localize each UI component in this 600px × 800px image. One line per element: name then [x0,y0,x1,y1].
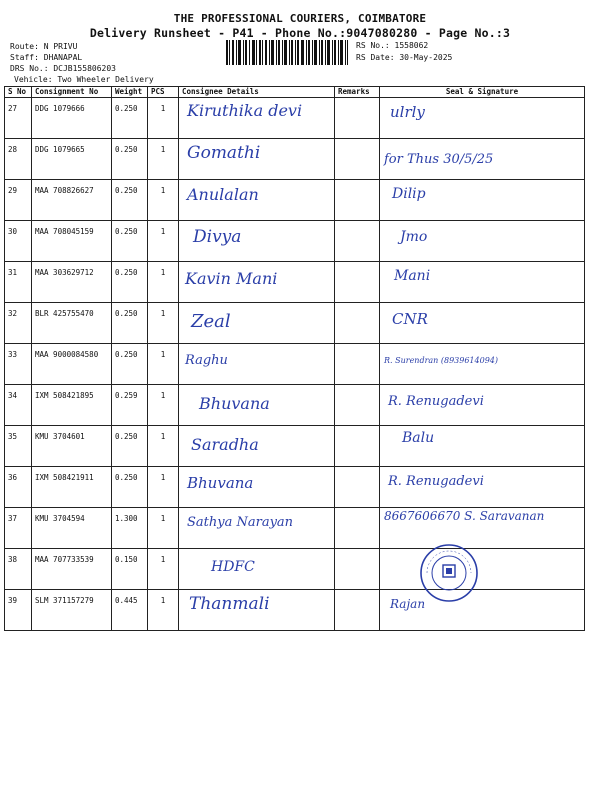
cell-consignment: SLM 371157279 [32,590,112,631]
cell-consignment: MAA 9000084580 [32,344,112,385]
cell-consignment: IXM 508421895 [32,385,112,426]
col-consignee: Consignee Details [179,87,335,98]
consignee-handwriting: Kiruthika devi [187,101,303,120]
cell-pcs: 1 [148,590,179,631]
cell-sno: 34 [5,385,32,426]
cell-pcs: 1 [148,303,179,344]
table-row [5,180,585,221]
cell-signature [380,508,585,549]
cell-weight: 0.250 [112,180,148,221]
cell-signature [380,467,585,508]
table-row [5,508,585,549]
cell-pcs: 1 [148,262,179,303]
table-row [5,221,585,262]
consignee-handwriting: Bhuvana [187,474,254,492]
cell-consignee [179,385,335,426]
cell-remarks [335,139,380,180]
cell-consignment: MAA 708826627 [32,180,112,221]
cell-weight: 0.150 [112,549,148,590]
consignee-handwriting: HDFC [211,559,255,575]
consignee-handwriting: Anulalan [187,185,259,204]
signature-handwriting: Jmo [400,229,428,245]
cell-consignee [179,98,335,139]
cell-signature [380,426,585,467]
consignee-handwriting: Thanmali [189,594,270,614]
cell-sno: 27 [5,98,32,139]
cell-signature [380,180,585,221]
cell-consignee [179,590,335,631]
cell-consignee [179,262,335,303]
cell-consignment: IXM 508421911 [32,467,112,508]
cell-signature [380,262,585,303]
cell-consignee [179,426,335,467]
cell-sno: 38 [5,549,32,590]
signature-handwriting: for Thus 30/5/25 [384,152,494,167]
rs-info [356,40,452,64]
cell-signature [380,221,585,262]
cell-consignment: BLR 425755470 [32,303,112,344]
cell-pcs: 1 [148,180,179,221]
cell-weight: 1.300 [112,508,148,549]
cell-consignee [179,467,335,508]
cell-weight: 0.250 [112,98,148,139]
cell-pcs: 1 [148,549,179,590]
cell-pcs: 1 [148,98,179,139]
col-pcs: PCS [148,87,179,98]
table-row [5,303,585,344]
cell-signature [380,344,585,385]
cell-sno: 35 [5,426,32,467]
cell-sno: 37 [5,508,32,549]
cell-signature [380,98,585,139]
cell-sno: 32 [5,303,32,344]
cell-signature [380,549,585,590]
cell-sno: 39 [5,590,32,631]
cell-signature [380,303,585,344]
table-row [5,139,585,180]
col-consignment: Consignment No [32,87,112,98]
cell-pcs: 1 [148,385,179,426]
signature-handwriting: CNR [392,310,428,328]
cell-consignee [179,180,335,221]
table-row [5,426,585,467]
cell-remarks [335,426,380,467]
cell-weight: 0.250 [112,426,148,467]
cell-pcs: 1 [148,344,179,385]
cell-weight: 0.250 [112,262,148,303]
col-signature: Seal & Signature [380,87,585,98]
cell-signature [380,139,585,180]
cell-pcs: 1 [148,426,179,467]
cell-remarks [335,467,380,508]
cell-consignee [179,221,335,262]
table-row [5,262,585,303]
col-remarks: Remarks [335,87,380,98]
cell-consignee [179,303,335,344]
runsheet-subtitle: Delivery Runsheet - P41 - Phone No.:9047080280 - Page No.:3 [89,26,511,40]
bank-stamp [419,543,479,603]
drs-label: DRS No.: DCJB15580620З [10,64,116,73]
col-sno: S No [5,87,32,98]
signature-handwriting: R. Renugadevi [388,474,484,489]
signature-handwriting: Mani [394,268,431,284]
route-label: Route: N PRIVU [10,42,78,51]
cell-weight: 0.445 [112,590,148,631]
cell-sno: 31 [5,262,32,303]
cell-sno: 36 [5,467,32,508]
cell-sno: 33 [5,344,32,385]
signature-handwriting: Balu [402,430,435,446]
cell-consignment: MAA 303629712 [32,262,112,303]
cell-consignment: KMU 3704594 [32,508,112,549]
cell-signature [380,385,585,426]
cell-signature [380,590,585,631]
cell-pcs: 1 [148,221,179,262]
cell-sno: 30 [5,221,32,262]
cell-remarks [335,385,380,426]
consignee-handwriting: Saradha [191,435,259,454]
signature-handwriting: R. Surendran (8939614094) [384,356,499,365]
cell-pcs: 1 [148,139,179,180]
cell-remarks [335,549,380,590]
cell-remarks [335,344,380,385]
cell-weight: 0.250 [112,303,148,344]
signature-handwriting: Dilip [392,186,426,202]
table-row [5,549,585,590]
table-row [5,98,585,139]
cell-pcs: 1 [148,467,179,508]
table-row [5,590,585,631]
cell-remarks [335,180,380,221]
cell-consignment: MAA 708045159 [32,221,112,262]
cell-consignee [179,139,335,180]
cell-consignee [179,549,335,590]
cell-sno: 29 [5,180,32,221]
vehicle-label: Vehicle: Two Wheeler Delivery [14,75,154,84]
table-row [5,385,585,426]
runsheet-meta [10,41,154,85]
table-row [5,467,585,508]
cell-sno: 28 [5,139,32,180]
consignee-handwriting: Sathya Narayan [187,515,294,530]
cell-remarks [335,303,380,344]
cell-weight: 0.259 [112,385,148,426]
cell-pcs: 1 [148,508,179,549]
consignee-handwriting: Bhuvana [199,394,270,413]
cell-remarks [335,98,380,139]
consignee-handwriting: Raghu [185,353,228,368]
rs-number: RS No.: 1558062 [356,41,429,50]
signature-handwriting: R. Renugadevi [388,394,484,409]
consignee-handwriting: Zeal [191,311,231,332]
runsheet-table [4,86,585,631]
cell-weight: 0.250 [112,139,148,180]
cell-weight: 0.250 [112,344,148,385]
cell-consignment: DDG 1079665 [32,139,112,180]
cell-consignment: MAA 707733539 [32,549,112,590]
signature-handwriting: 8667606670 S. Saravanan [384,509,545,523]
cell-consignment: KMU 3704601 [32,426,112,467]
consignee-handwriting: Gomathi [187,143,261,163]
col-weight: Weight [112,87,148,98]
cell-consignment: DDG 1079666 [32,98,112,139]
consignee-handwriting: Divya [193,227,242,247]
cell-remarks [335,262,380,303]
cell-remarks [335,508,380,549]
signature-handwriting: ulrly [390,103,425,121]
rs-date: RS Date: 30-May-2025 [356,53,453,62]
cell-consignee [179,508,335,549]
barcode [226,40,348,65]
table-row [5,344,585,385]
cell-weight: 0.250 [112,467,148,508]
cell-remarks [335,590,380,631]
signature-handwriting: Rajan [390,597,426,611]
cell-consignee [179,344,335,385]
table-header-row [5,87,585,98]
company-title: THE PROFESSIONAL COURIERS, COIMBATORE [173,12,427,25]
cell-weight: 0.250 [112,221,148,262]
staff-label: Staff: DHANAPAL [10,53,83,62]
cell-remarks [335,221,380,262]
consignee-handwriting: Kavin Mani [185,269,278,288]
